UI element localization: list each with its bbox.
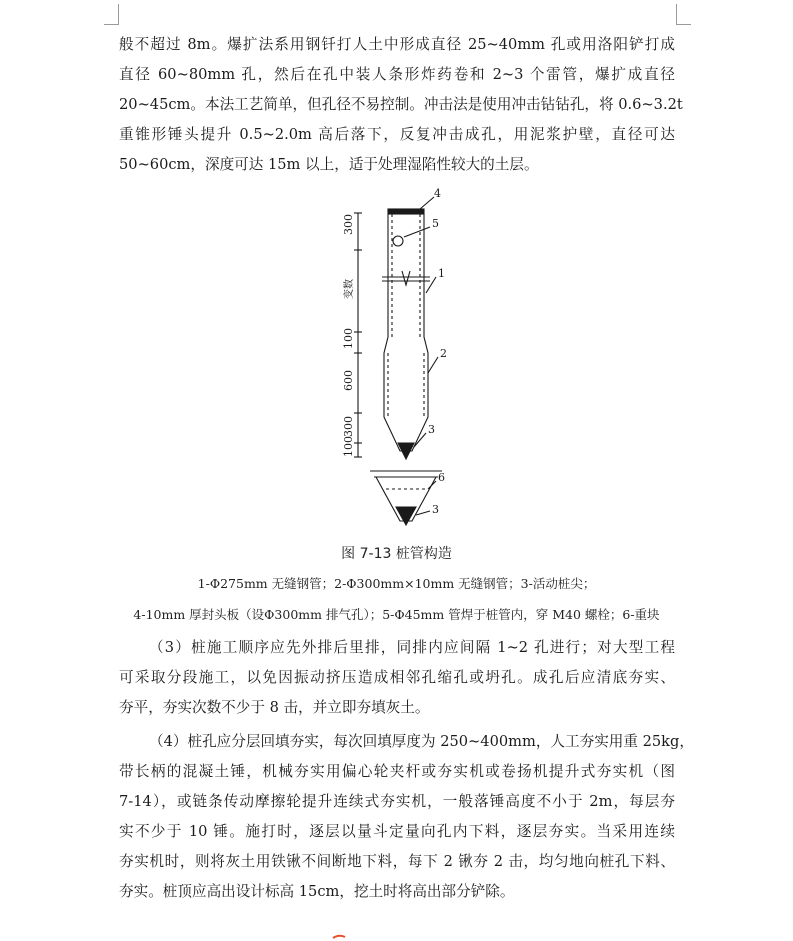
callout-label: 1 (438, 267, 445, 280)
detail-tip (396, 507, 416, 525)
callout-label: 3 (432, 503, 439, 516)
figure-caption: 图 7-13 桩管构造 (341, 546, 452, 562)
callout-label: 6 (438, 471, 445, 484)
callout-label: 3 (428, 423, 435, 436)
callout-label: 4 (434, 187, 441, 200)
page-corner-mark-right (676, 4, 691, 25)
callout-label: 2 (440, 347, 447, 360)
dim-label: 300 (342, 416, 355, 437)
figure-legend-line: 4-10mm 厚封头板（设Φ300mm 排气孔）；5-Φ45mm 管焊于桩管内，穿 M40 螺栓；6-重块 (133, 607, 660, 622)
text-line: 20~45cm。本法工艺简单，但孔径不易控制。冲击法是使用冲击钻钻孔，将 0.6~3.2t (119, 96, 683, 113)
paragraph-3 (119, 633, 675, 723)
text-line: （4）桩孔应分层回填夯实，每次回填厚度为 250~400mm，人工夯实用重 25kg， (149, 733, 694, 750)
page-corner-mark-left (104, 4, 119, 25)
callout-label: 5 (432, 217, 439, 230)
paragraph-top (119, 30, 683, 180)
dim-label: 变数 (344, 279, 355, 299)
text-line: 夯实。桩顶应高出设计标高 15cm，挖土时将高出部分铲除。 (119, 883, 515, 900)
text-line: 重锥形锤头提升 0.5~2.0m 高后落下，反复冲击成孔，用泥浆护壁，直径可达 (119, 126, 675, 143)
paragraph-4 (119, 727, 694, 907)
vent-hole (393, 236, 403, 246)
red-mark (332, 934, 346, 939)
text-line: 夯平，夯实次数不少于 8 击，并立即夯填灰土。 (119, 699, 430, 716)
detail-top (370, 471, 442, 477)
dim-label: 300 (342, 214, 355, 235)
figure-legend-line: 1-Φ275mm 无缝钢管；2-Φ300mm×10mm 无缝钢管；3-活动桩尖； (197, 576, 596, 591)
text-line: 般不超过 8m。爆扩法系用钢钎打人土中形成直径 25~40mm 孔或用洛阳铲打成 (119, 36, 675, 53)
text-line: 50~60cm，深度可达 15m 以上，适于处理湿陷性较大的土层。 (119, 156, 539, 173)
text-line: 直径 60~80mm 孔，然后在孔中装人条形炸药卷和 2~3 个雷管，爆扩成直径 (119, 66, 675, 83)
pile-pipe-diagram (330, 185, 480, 530)
text-line: （3）桩施工顺序应先外排后里排，同排内应间隔 1~2 孔进行；对大型工程 (149, 639, 675, 656)
text-line: 7-14），或链条传动摩擦轮提升连续式夯实机，一般落锤高度不小于 2m，每层夯 (119, 793, 675, 810)
dim-label: 600 (342, 370, 355, 391)
text-line: 夯实机时，则将灰土用铁锹不间断地下料，每下 2 锹夯 2 击，均匀地向桩孔下料、 (119, 853, 675, 870)
text-line: 实不少于 10 锤。施打时，逐层以量斗定量向孔内下料，逐层夯实。当采用连续 (119, 823, 675, 840)
text-line: 可采取分段施工，以免因振动挤压造成相邻孔缩孔或坍孔。成孔后应清底夯实、 (119, 669, 675, 686)
end-plate (388, 209, 424, 214)
text-line: 带长柄的混凝土锤，机械夯实用偏心轮夹杆或夯实机或卷扬机提升式夯实机（图 (119, 763, 675, 780)
lower-pipe (384, 337, 428, 451)
dim-label: 100 (342, 436, 355, 457)
dim-label: 100 (342, 328, 355, 349)
